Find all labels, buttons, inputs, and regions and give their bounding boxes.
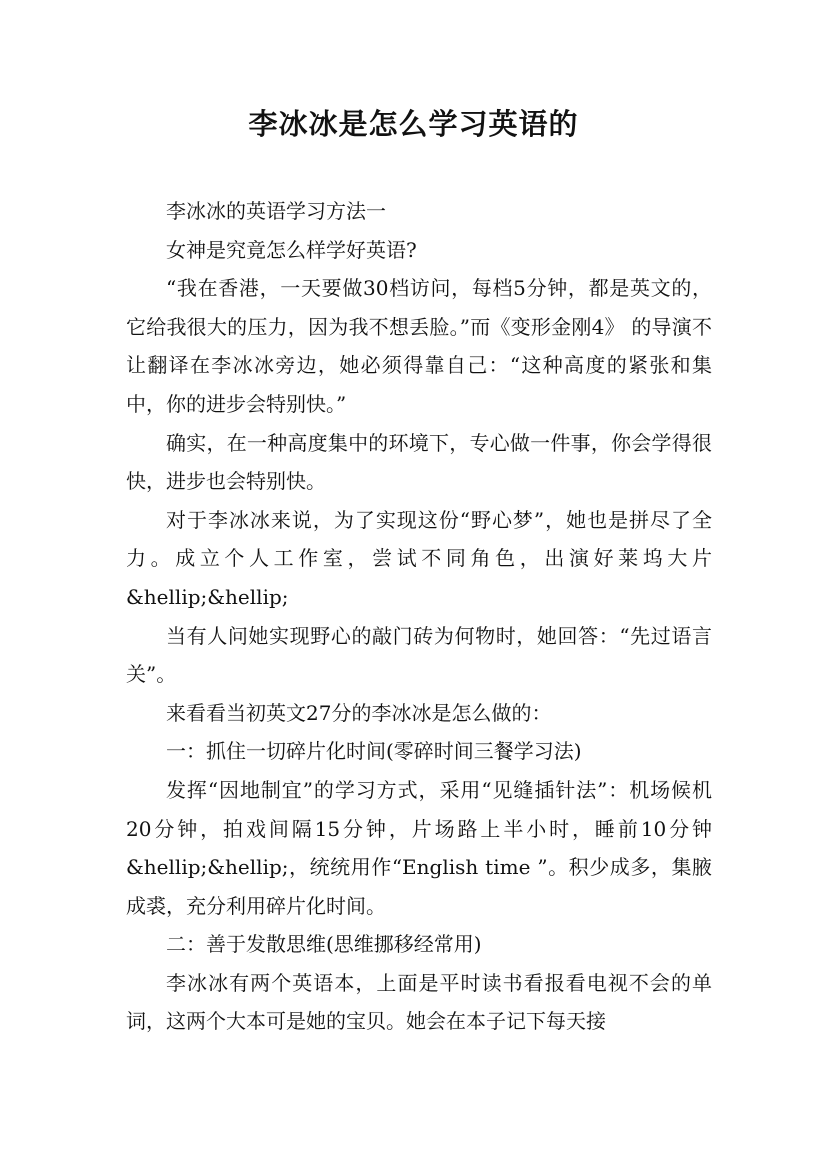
paragraph-tip-two-body: 李冰冰有两个英语本，上面是平时读书看报看电视不会的单词，这两个大本可是她的宝贝。她会在本子记下每天接 bbox=[126, 970, 712, 1034]
paragraph-tip-two-heading: 二：善于发散思维(思维挪移经常用) bbox=[166, 932, 482, 957]
paragraph-hongkong-quote: “我在香港，一天要做30档访问，每档5分钟，都是英文的，它给我很大的压力，因为我不想丢脸。”而《变形金刚4》 的导演不让翻译在李冰冰旁边，她必须得靠自己：“这种高度的紧张和集中，你的进步会特别快。” bbox=[126, 276, 712, 416]
paragraph-question: 女神是究竟怎么样学好英语? bbox=[166, 237, 417, 262]
document-body bbox=[126, 192, 712, 1041]
paragraph-tip-one-body: 发挥“因地制宜”的学习方式，采用“见缝插针法”：机场候机20分钟，拍戏间隔15分钟，片场路上半小时，睡前10分钟&hellip;&hellip;，统统用作“English time ”。积少成多，集腋成裘，充分利用碎片化时间。 bbox=[126, 777, 712, 918]
document-title: 李冰冰是怎么学习英语的 bbox=[248, 107, 579, 141]
paragraph-language-barrier: 当有人问她实现野心的敲门砖为何物时，她回答：“先过语言关”。 bbox=[126, 623, 712, 687]
paragraph-ambition: 对于李冰冰来说，为了实现这份“野心梦”，她也是拼尽了全力。成立个人工作室，尝试不同角色，出演好莱坞大片&hellip;&hellip; bbox=[126, 507, 712, 609]
paragraph-tip-one-heading: 一：抓住一切碎片化时间(零碎时间三餐学习法) bbox=[166, 739, 582, 764]
paragraph-concentration: 确实，在一种高度集中的环境下，专心做一件事，你会学得很快，进步也会特别快。 bbox=[126, 430, 712, 494]
paragraph-method-heading: 李冰冰的英语学习方法一 bbox=[166, 199, 386, 223]
paragraph-how-she-did-it: 来看看当初英文27分的李冰冰是怎么做的： bbox=[166, 700, 552, 725]
